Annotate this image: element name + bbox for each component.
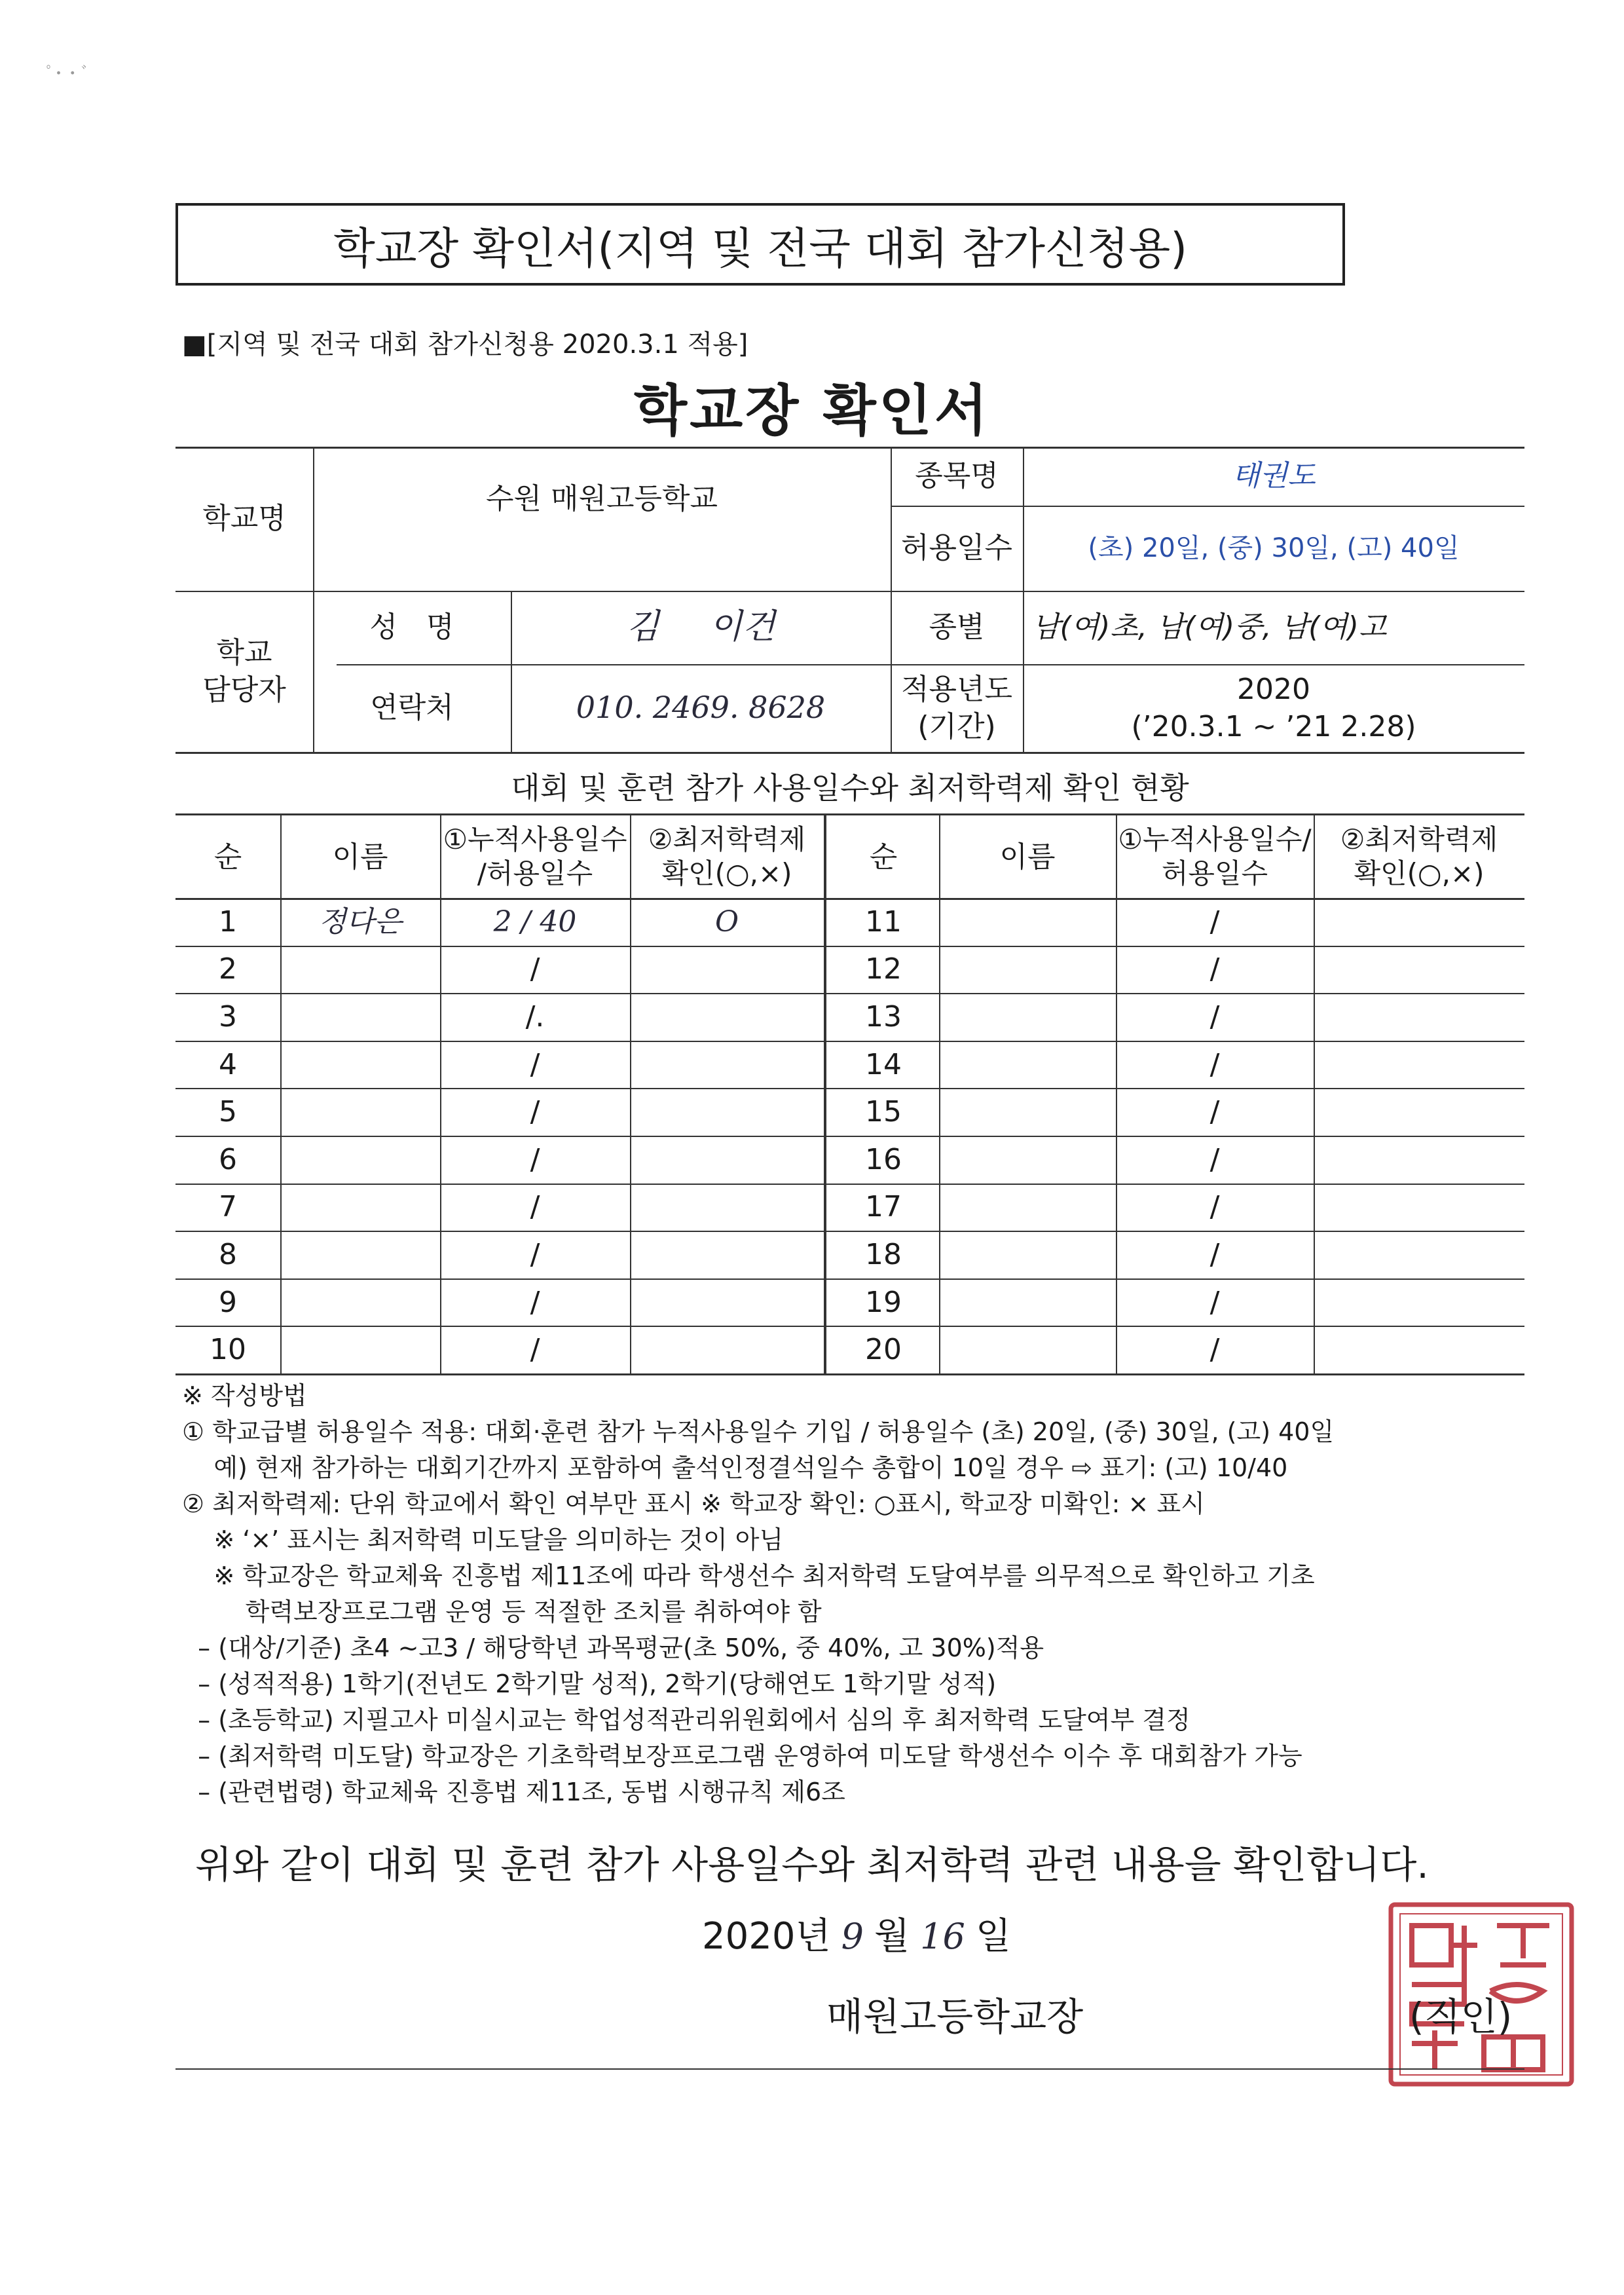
bottom-rule [175,2068,1524,2070]
date-month-unit: 월 [874,1915,910,1958]
roster-right-check [1314,1278,1524,1326]
roster-right-days: / [1209,1095,1220,1129]
date-day-unit: 일 [975,1915,1011,1958]
roster-left-name [280,993,440,1041]
roster-right-days: / [1209,1142,1220,1176]
roster-left-check [630,1326,824,1373]
header-title-box [175,203,1345,286]
col-header-num-right: 순 [869,840,898,874]
col-header-check: ②최저학력제 확인(○,×) [648,823,806,889]
roster-right-num: 19 [865,1285,902,1319]
roster-left-num: 4 [219,1047,237,1081]
event-value: 태권도 [1232,459,1316,493]
roster-right-days: / [1209,905,1220,939]
roster-left-num: 3 [219,999,237,1034]
roster-right-num: 14 [865,1047,902,1081]
roster-left-days: / [530,1237,540,1271]
info-table [175,447,1524,755]
date-year: 2020년 [702,1915,831,1958]
roster-left-days: / [530,1285,540,1319]
col-header-days-right: ①누적사용일수/ 허용일수 [1118,823,1312,889]
roster-right-check [1314,993,1524,1041]
scan-mark: ﾟ･ ･ ﾞ [46,64,90,84]
roster-right-name [939,1041,1116,1089]
category-value: 남(여)초, 남(여)중, 남(여)고 [1032,610,1387,644]
roster-left-name [280,946,440,994]
roster-left-num: 9 [219,1285,237,1319]
roster-right-name [939,1231,1116,1278]
col-header-num: 순 [213,840,242,874]
notes-line: – (대상/기준) 초4 ~고3 / 해당학년 과목평균(초 50%, 중 40%, 고 30%)적용 [182,1633,1044,1662]
roster-left-check [630,993,824,1041]
school-name-value: 수원 매원고등학교 [485,482,718,516]
roster-left-name [280,1184,440,1231]
roster-left-check [630,1088,824,1136]
col-header-name: 이름 [332,840,388,874]
roster-right-check [1314,946,1524,994]
roster-left-check [630,1278,824,1326]
roster-right-days: / [1209,1190,1220,1224]
roster-left-name [280,1326,440,1373]
date-month: 9 [841,1916,864,1957]
roster-right-num: 18 [865,1237,902,1271]
info-rule-bottom [175,752,1524,754]
notes-line: – (관련법령) 학교체육 진흥법 제11조, 동법 시행규칙 제6조 [182,1778,845,1806]
notes-line: 학력보장프로그램 운영 등 적절한 조치를 취하여야 함 [182,1597,822,1626]
event-label: 종목명 [915,459,999,493]
notes-line: – (최저학력 미도달) 학교장은 기초학력보장프로그램 운영하여 미도달 학생선수 이수 후 대회참가 가능 [182,1742,1302,1770]
notes-line: ※ 학교장은 학교체육 진흥법 제11조에 따라 학생선수 최저학력 도달여부를 의무적으로 확인하고 기초 [182,1561,1315,1590]
roster-left-num: 1 [219,905,237,939]
school-name-label: 학교명 [202,502,286,536]
roster-right-days: / [1209,1285,1220,1319]
roster-right-days: / [1209,1333,1220,1367]
category-label: 종별 [929,610,985,644]
roster-left-days: /. [525,999,545,1034]
roster-right-name [939,946,1116,994]
roster-left-check [630,1136,824,1184]
roster-right-name [939,1184,1116,1231]
roster-right-name [939,1088,1116,1136]
roster-left-check [630,946,824,994]
main-title: 학교장 확인서 [633,379,991,443]
name-label: 성 명 [369,610,454,644]
contact-value: 010. 2469. 8628 [576,690,826,726]
roster-left-num: 10 [210,1333,246,1367]
col-header-days: ①누적사용일수 /허용일수 [443,823,627,889]
writing-guide-notes [182,1378,1531,1810]
notes-heading: ※ 작성방법 [182,1381,307,1410]
roster-right-name [939,898,1116,946]
roster-right-check [1314,1231,1524,1278]
notes-line: ※ ‘×’ 표시는 최저학력 미도달을 의미하는 것이 아님 [182,1525,784,1554]
roster-left-name [280,1136,440,1184]
roster-left-name [280,1088,440,1136]
roster-right-check [1314,1041,1524,1089]
contact-label: 연락처 [370,691,454,725]
roster-left-days: / [530,1333,540,1367]
col-header-name-right: 이름 [999,840,1056,874]
roster-left-days: 2 / 40 [493,905,577,939]
roster-right-num: 20 [865,1333,902,1367]
roster-left-num: 7 [219,1190,237,1224]
roster-right-num: 15 [865,1095,902,1129]
roster-left-name: 정다은 [318,905,402,939]
roster-left-check [630,1184,824,1231]
roster-left-name [280,1231,440,1278]
roster-right-days: / [1209,1047,1220,1081]
roster-right-name [939,1278,1116,1326]
closing-statement: 위와 같이 대회 및 훈련 참가 사용일수와 최저학력 관련 내용을 확인합니다. [195,1842,1429,1887]
staff-name-value: 김 이건 [626,607,775,647]
roster-left-check: O [714,905,739,939]
section-title: 대회 및 훈련 참가 사용일수와 최저학력제 확인 현황 [511,770,1189,806]
roster-left-num: 6 [219,1142,237,1176]
roster-left-check [630,1231,824,1278]
period-label: 적용년도 (기간) [900,672,1012,743]
roster-right-num: 16 [865,1142,902,1176]
date-day: 16 [920,1916,965,1957]
roster-right-days: / [1209,952,1220,986]
roster-left-days: / [530,952,540,986]
col-header-check-right: ②최저학력제 확인(○,×) [1340,823,1498,889]
roster-right-check [1314,1326,1524,1373]
notes-line: ① 학교급별 허용일수 적용: 대회·훈련 참가 누적사용일수 기입 / 허용일수 (초) 20일, (중) 30일, (고) 40일 [182,1417,1335,1446]
roster-left-check [630,1041,824,1089]
roster-right-check [1314,898,1524,946]
roster-right-name [939,1326,1116,1373]
seal-label: (직인) [1409,1994,1513,2039]
roster-right-check [1314,1088,1524,1136]
roster-left-num: 2 [219,952,237,986]
roster-right-days: / [1209,1237,1220,1271]
roster-right-name [939,993,1116,1041]
roster-right-days: / [1209,999,1220,1034]
roster-left-num: 8 [219,1237,237,1271]
roster-left-name [280,1278,440,1326]
form-meta: ■[지역 및 전국 대회 참가신청용 2020.3.1 적용] [182,329,748,360]
notes-line: 예) 현재 참가하는 대회기간까지 포함하여 출석인정결석일수 총합이 10일 경우 ⇨ 표기: (고) 10/40 [182,1453,1288,1482]
roster-right-num: 17 [865,1190,902,1224]
roster-table [175,813,1524,1375]
roster-left-days: / [530,1190,540,1224]
roster-right-num: 13 [865,999,902,1034]
roster-left-days: / [530,1142,540,1176]
roster-right-check [1314,1136,1524,1184]
date-line [702,1907,1011,1960]
roster-left-days: / [530,1047,540,1081]
roster-right-num: 11 [865,905,902,939]
header-title: 학교장 확인서(지역 및 전국 대회 참가신청용) [333,223,1187,274]
allowed-days-value: (초) 20일, (중) 30일, (고) 40일 [1088,533,1460,563]
period-value: 2020 (’20.3.1 ~ ’21 2.28) [1131,672,1416,743]
signer: 매원고등학교장 [826,1994,1084,2039]
notes-line: – (성적적용) 1학기(전년도 2학기말 성적), 2학기(당해연도 1학기말 성적) [182,1670,997,1698]
notes-line: ② 최저학력제: 단위 학교에서 확인 여부만 표시 ※ 학교장 확인: ○표시, 학교장 미확인: × 표시 [182,1489,1205,1518]
notes-line: – (초등학교) 지필고사 미실시교는 학업성적관리위원회에서 심의 후 최저학력 도달여부 결정 [182,1706,1190,1734]
roster-right-name [939,1136,1116,1184]
roster-left-num: 5 [219,1095,237,1129]
roster-left-days: / [530,1095,540,1129]
roster-right-num: 12 [865,952,902,986]
roster-left-name [280,1041,440,1089]
staff-label: 학교 담당자 [202,635,286,707]
roster-right-check [1314,1184,1524,1231]
allowed-days-label: 허용일수 [900,531,1012,565]
